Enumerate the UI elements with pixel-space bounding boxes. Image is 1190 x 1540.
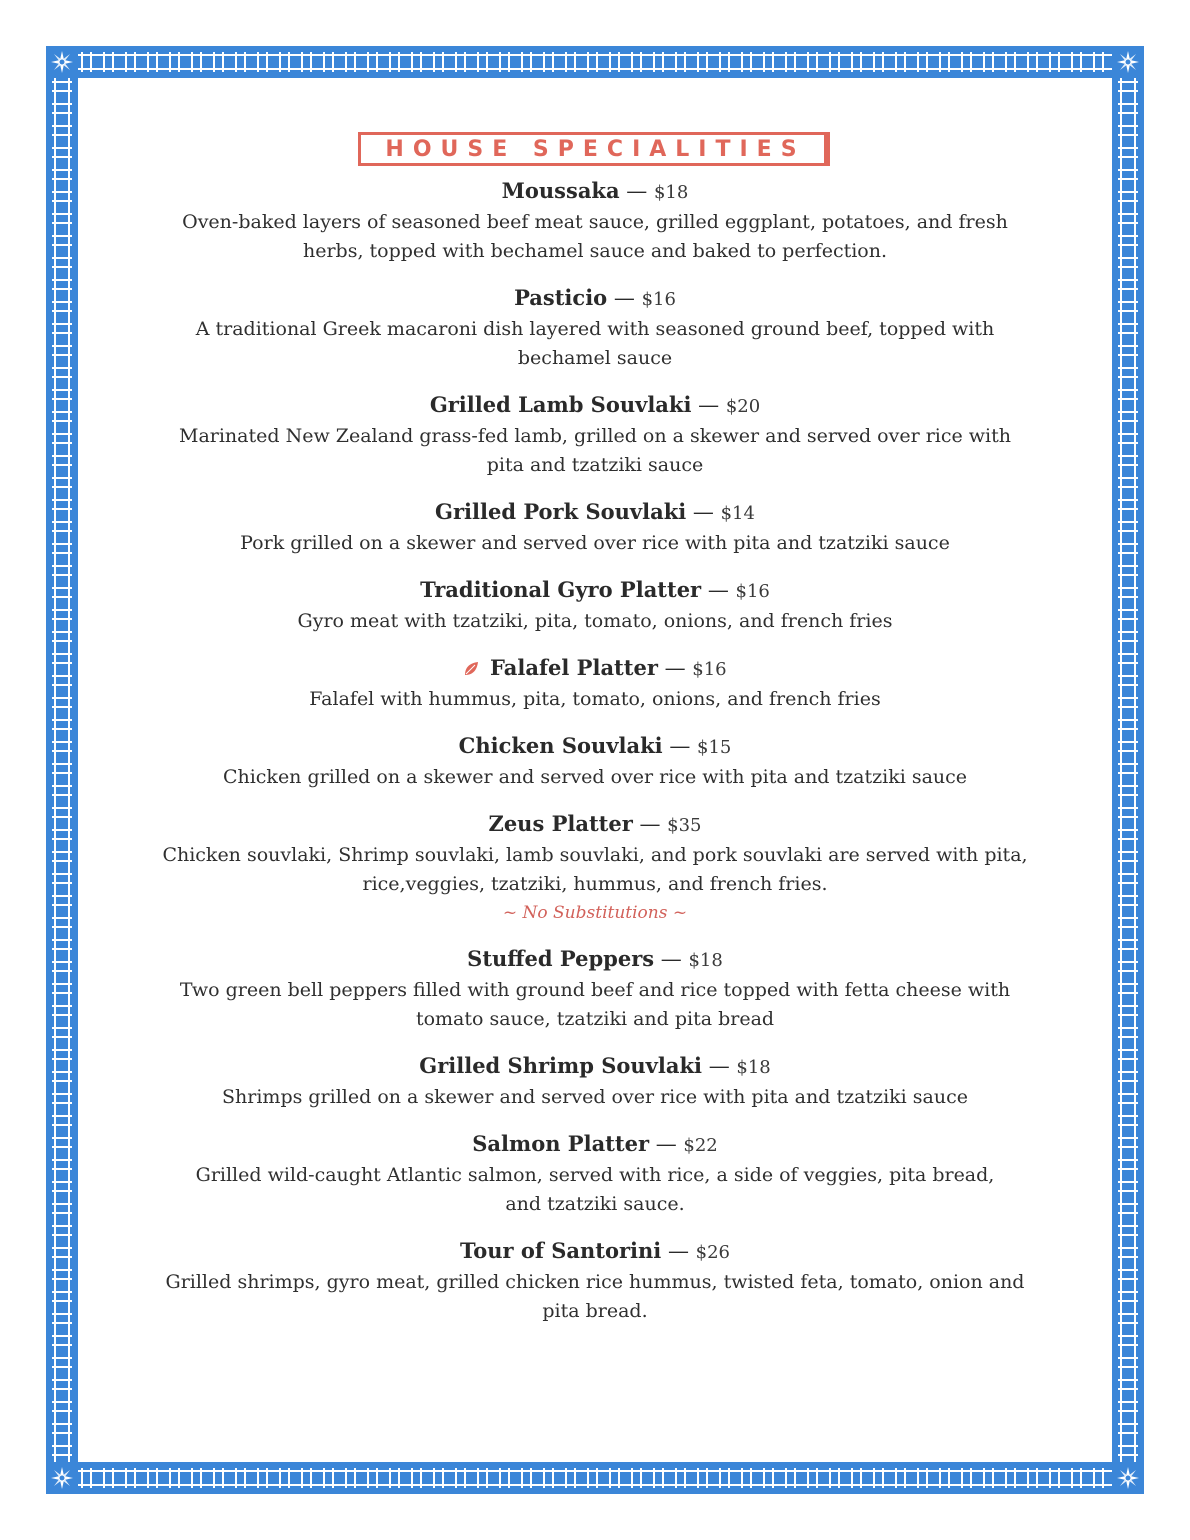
menu-item-name: Grilled Lamb Souvlaki — [429, 392, 692, 417]
menu-item-name: Traditional Gyro Platter — [420, 577, 702, 602]
menu-item-description: Gyro meat with tzatziki, pita, tomato, onions, and french fries — [297, 610, 893, 632]
menu-item-price: $26 — [695, 1242, 730, 1263]
star-ornament-icon — [46, 1462, 78, 1494]
menu-item-description: Falafel with hummus, pita, tomato, onions, and french fries — [309, 688, 881, 710]
menu-item — [150, 731, 1040, 792]
section-title-box — [358, 132, 830, 166]
menu-item-heading — [150, 809, 1040, 841]
menu-item-name: Moussaka — [501, 178, 620, 203]
menu-item-description: Marinated New Zealand grass-fed lamb, grilled on a skewer and served over rice with pita and tzatziki sauce — [178, 425, 1011, 476]
menu-item-price: $35 — [667, 815, 702, 836]
menu-item-name: Grilled Shrimp Souvlaki — [419, 1053, 702, 1078]
menu-item-price: $20 — [725, 396, 761, 417]
menu-item — [150, 1236, 1040, 1326]
star-ornament-icon — [1112, 1462, 1144, 1494]
menu-item — [150, 809, 1040, 927]
menu-item-description: Oven-baked layers of seasoned beef meat sauce, grilled eggplant, potatoes, and fresh herbs, topped with bechamel sauce and baked to perfection. — [182, 211, 1008, 262]
menu-item-price: $16 — [641, 289, 676, 310]
menu-item-price: $16 — [692, 659, 727, 680]
menu-item-description: Grilled shrimps, gyro meat, grilled chicken rice hummus, twisted feta, tomato, onion and pita bread. — [165, 1271, 1025, 1322]
key-pattern-top — [78, 52, 1112, 72]
menu-item-price: $16 — [735, 581, 770, 602]
menu-item-name: Pasticio — [514, 285, 608, 310]
menu-item-name: Salmon Platter — [472, 1131, 650, 1156]
menu-item-name: Stuffed Peppers — [467, 946, 655, 971]
menu-item-heading — [150, 176, 1040, 208]
menu-item-description: Pork grilled on a skewer and served over rice with pita and tzatziki sauce — [240, 532, 950, 554]
key-pattern-left — [52, 78, 72, 1462]
menu-item-separator: — — [655, 1132, 677, 1156]
menu-item-description: A traditional Greek macaroni dish layered with seasoned ground beef, topped with bechamel sauce — [195, 318, 995, 369]
menu-item-separator: — — [667, 1239, 689, 1263]
key-pattern-right — [1118, 78, 1138, 1462]
menu-item-price: $18 — [688, 950, 723, 971]
menu-item-heading — [150, 1129, 1040, 1161]
menu-item — [150, 176, 1040, 266]
menu-item-heading — [150, 390, 1040, 422]
menu-item-separator: — — [664, 656, 686, 680]
menu-item-separator: — — [669, 734, 691, 758]
menu-item-name: Zeus Platter — [488, 811, 633, 836]
menu-item-description: Two green bell peppers filled with ground beef and rice topped with fetta cheese with tomato sauce, tzatziki and pita bread — [179, 979, 1011, 1030]
key-pattern-bottom — [78, 1468, 1112, 1488]
menu-item-heading — [150, 283, 1040, 315]
menu-item-note: ~ No Substitutions ~ — [502, 903, 688, 923]
menu-item-description: Shrimps grilled on a skewer and served over rice with pita and tzatziki sauce — [222, 1086, 968, 1108]
menu-item-name: Falafel Platter — [490, 655, 658, 680]
menu-item-separator: — — [660, 947, 682, 971]
menu-item — [150, 653, 1040, 714]
menu-item — [150, 1051, 1040, 1112]
menu-item-separator: — — [707, 578, 729, 602]
menu-item-description: Grilled wild-caught Atlantic salmon, served with rice, a side of veggies, pita bread, and tzatziki sauce. — [195, 1164, 995, 1215]
star-ornament-icon — [1112, 46, 1144, 78]
menu-item-price: $14 — [720, 503, 755, 524]
section-title: HOUSE SPECIALITIES — [385, 136, 806, 162]
menu-item-name: Chicken Souvlaki — [458, 733, 663, 758]
menu-item-price: $22 — [683, 1135, 718, 1156]
menu-item — [150, 497, 1040, 558]
menu-item-heading — [150, 1051, 1040, 1083]
menu-item-heading — [150, 731, 1040, 763]
menu-item-price: $18 — [653, 182, 689, 203]
vegetarian-leaf-icon — [463, 655, 479, 685]
menu-item-name: Tour of Santorini — [460, 1238, 662, 1263]
menu-item — [150, 1129, 1040, 1219]
menu-item-heading — [150, 1236, 1040, 1268]
star-ornament-icon — [46, 46, 78, 78]
menu-item — [150, 390, 1040, 480]
menu-item — [150, 575, 1040, 636]
menu-item-heading — [150, 653, 1040, 685]
menu-list — [150, 176, 1040, 1343]
menu-item-price: $18 — [736, 1057, 771, 1078]
menu-item — [150, 944, 1040, 1034]
menu-item-heading — [150, 497, 1040, 529]
menu-item-name: Grilled Pork Souvlaki — [435, 499, 687, 524]
menu-item-price: $15 — [697, 737, 732, 758]
menu-item-description: Chicken grilled on a skewer and served over rice with pita and tzatziki sauce — [222, 766, 968, 788]
menu-item-separator: — — [613, 286, 635, 310]
menu-item-separator: — — [639, 812, 661, 836]
menu-item-description: Chicken souvlaki, Shrimp souvlaki, lamb souvlaki, and pork souvlaki are served with pita, rice,veggies, tzatziki, hummus, and french fries. — [162, 844, 1028, 895]
menu-item-separator: — — [692, 500, 714, 524]
menu-item-separator: — — [698, 393, 720, 417]
menu-item-heading — [150, 944, 1040, 976]
menu-item-heading — [150, 575, 1040, 607]
menu-item-separator: — — [626, 179, 648, 203]
menu-item — [150, 283, 1040, 373]
menu-item-separator: — — [708, 1054, 730, 1078]
